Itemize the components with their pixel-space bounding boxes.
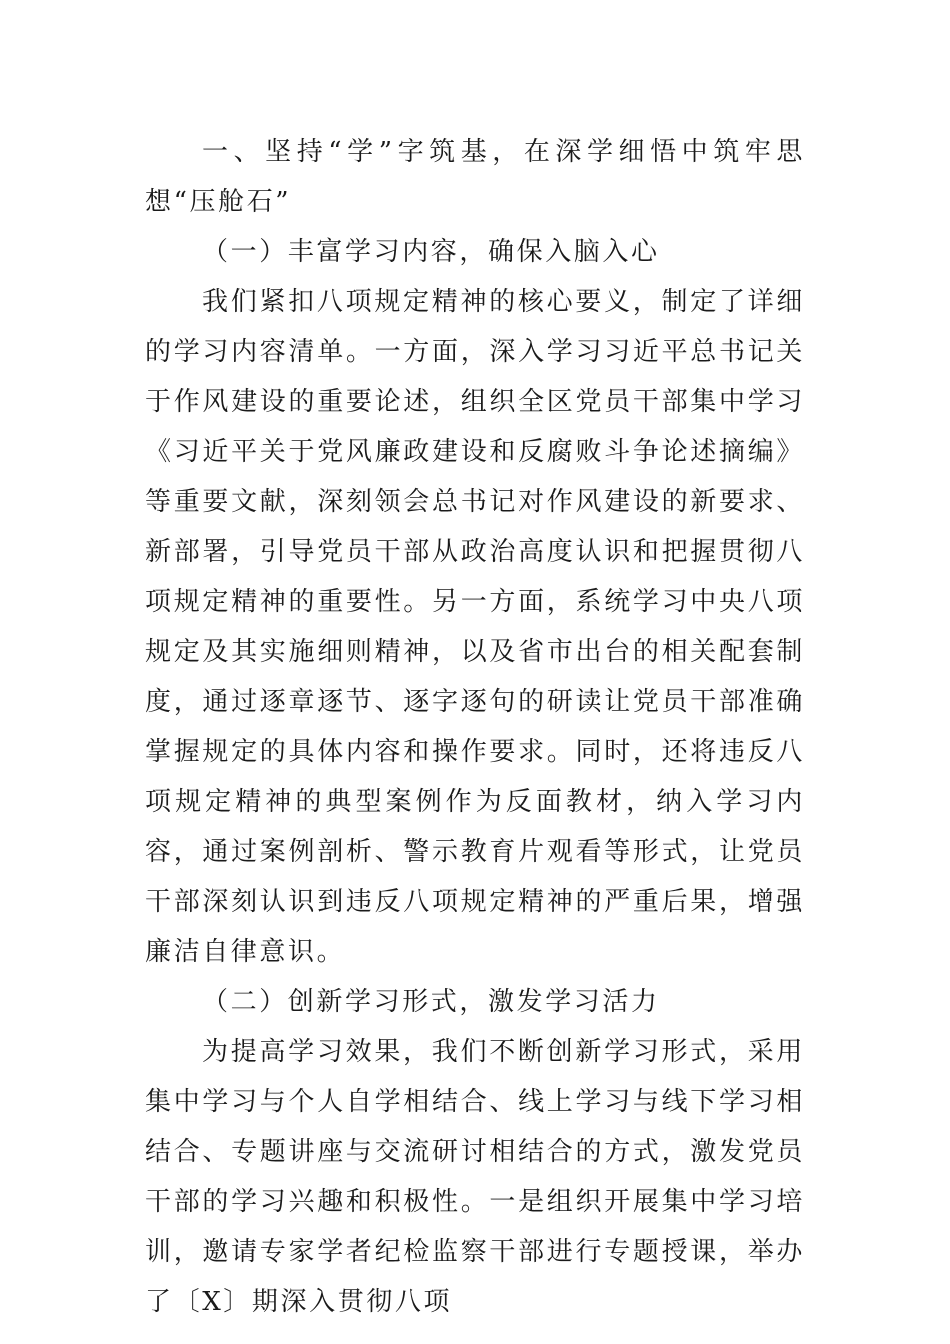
- subsection-heading: （二）创新学习形式，激发学习活力: [202, 987, 660, 1017]
- subsection-heading: （一）丰富学习内容，确保入脑入心: [202, 237, 660, 267]
- section-heading: 一、坚持“学”字筑基，在深学细悟中筑牢思想“压舱石”: [145, 137, 805, 217]
- body-paragraph: 为提高学习效果，我们不断创新学习形式，采用集中学习与个人自学相结合、线上学习与线下学习相结合、专题讲座与交流研讨相结合的方式，激发党员干部的学习兴趣和积极性。一是组织开展集中学习培训，邀请专家学者纪检监察干部进行专题授课，举办了〔X〕期深入贯彻八项: [145, 1037, 805, 1317]
- body-paragraph: 我们紧扣八项规定精神的核心要义，制定了详细的学习内容清单。一方面，深入学习习近平总书记关于作风建设的重要论述，组织全区党员干部集中学习《习近平关于党风廉政建设和反腐败斗争论述摘编》等重要文献，深刻领会总书记对作风建设的新要求、新部署，引导党员干部从政治高度认识和把握贯彻八项规定精神的重要性。另一方面，系统学习中央八项规定及其实施细则精神，以及省市出台的相关配套制度，通过逐章逐节、逐字逐句的研读让党员干部准确掌握规定的具体内容和操作要求。同时，还将违反八项规定精神的典型案例作为反面教材，纳入学习内容，通过案例剖析、警示教育片观看等形式，让党员干部深刻认识到违反八项规定精神的严重后果，增强廉洁自律意识。: [145, 287, 805, 967]
- document-body: [145, 127, 805, 1327]
